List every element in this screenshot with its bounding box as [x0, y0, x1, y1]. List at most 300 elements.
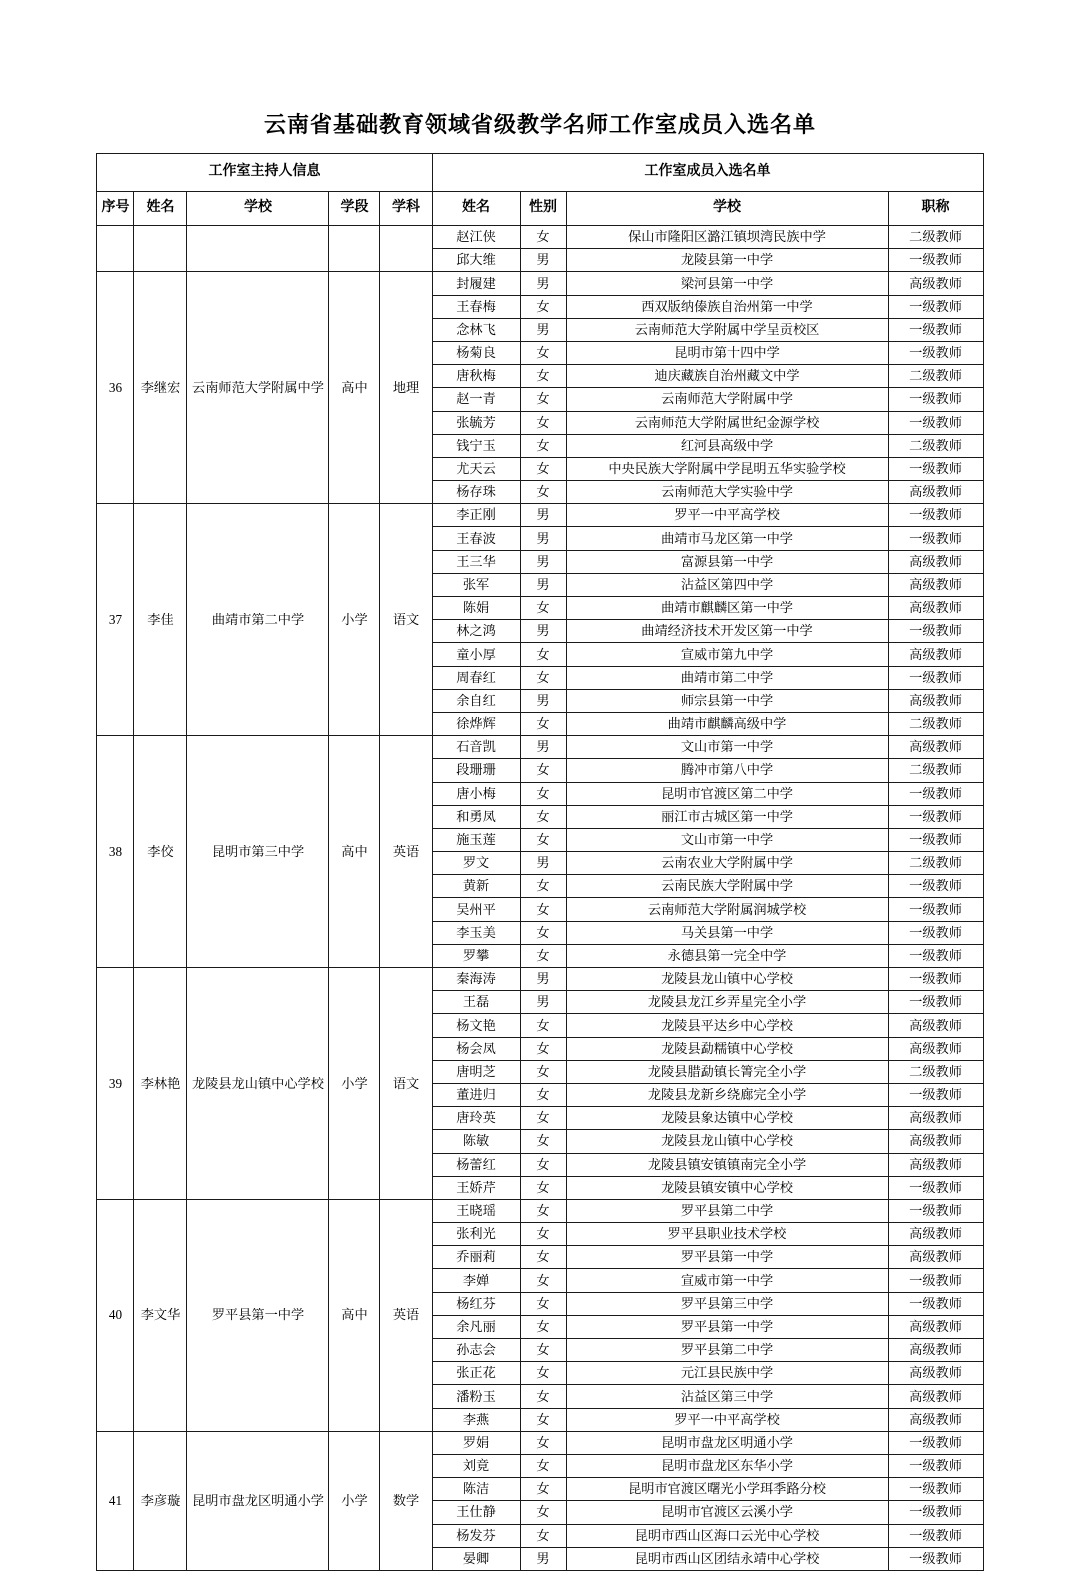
- cell-gender: 女: [520, 1014, 566, 1037]
- roster-table: [96, 153, 983, 1571]
- host-school-text: 昆明市盘龙区明通小学: [192, 1493, 324, 1508]
- cell-gender: 女: [520, 1501, 566, 1524]
- cell-member-name: 钱宁玉: [432, 434, 520, 457]
- cell-member-school: 罗平一中平高学校: [566, 1408, 888, 1431]
- cell-member-name: 杨文艳: [432, 1014, 520, 1037]
- cell-gender: 男: [520, 550, 566, 573]
- cell-member-school: 云南师范大学附属中学呈贡校区: [566, 318, 888, 341]
- cell-member-name: 王春梅: [432, 295, 520, 318]
- cell-title: 一级教师: [888, 782, 983, 805]
- cell-member-school: 文山市第一中学: [566, 828, 888, 851]
- cell-seq: [97, 226, 134, 272]
- cell-gender: 女: [520, 481, 566, 504]
- cell-gender: 女: [520, 1292, 566, 1315]
- cell-host-name: [134, 226, 187, 272]
- cell-host-school: [187, 272, 329, 504]
- cell-gender: 女: [520, 712, 566, 735]
- cell-member-school: 龙陵县腊勐镇长箐完全小学: [566, 1060, 888, 1083]
- cell-member-school: 沾益区第三中学: [566, 1385, 888, 1408]
- cell-member-name: 李正刚: [432, 504, 520, 527]
- cell-member-name: 周春红: [432, 666, 520, 689]
- cell-member-name: 杨菊良: [432, 341, 520, 364]
- cell-member-school: 罗平一中平高学校: [566, 504, 888, 527]
- cell-member-school: 曲靖市麒麟区第一中学: [566, 597, 888, 620]
- host-school-text: 昆明市第三中学: [211, 844, 305, 859]
- cell-member-name: 李玉美: [432, 921, 520, 944]
- cell-gender: 女: [520, 295, 566, 318]
- cell-member-name: 余凡丽: [432, 1315, 520, 1338]
- column-header-row: [97, 192, 983, 226]
- cell-seq: 41: [97, 1431, 134, 1570]
- cell-gender: 女: [520, 782, 566, 805]
- cell-member-name: 刘竟: [432, 1454, 520, 1477]
- cell-member-name: 李燕: [432, 1408, 520, 1431]
- column-header-member-school: 学校: [566, 192, 888, 226]
- cell-title: 高级教师: [888, 1014, 983, 1037]
- cell-title: 一级教师: [888, 1083, 983, 1106]
- cell-title: 一级教师: [888, 411, 983, 434]
- cell-member-name: 孙志会: [432, 1339, 520, 1362]
- cell-subject: 英语: [380, 736, 432, 968]
- cell-title: 一级教师: [888, 1269, 983, 1292]
- cell-title: 二级教师: [888, 852, 983, 875]
- cell-gender: 男: [520, 272, 566, 295]
- cell-gender: 男: [520, 620, 566, 643]
- cell-member-name: 杨蕾红: [432, 1153, 520, 1176]
- cell-title: 一级教师: [888, 875, 983, 898]
- cell-member-school: 保山市隆阳区潞江镇坝湾民族中学: [566, 226, 888, 249]
- cell-member-name: 陈洁: [432, 1478, 520, 1501]
- cell-member-name: 徐烨辉: [432, 712, 520, 735]
- cell-title: 一级教师: [888, 991, 983, 1014]
- cell-member-name: 封履建: [432, 272, 520, 295]
- cell-member-name: 童小厚: [432, 643, 520, 666]
- cell-gender: 女: [520, 388, 566, 411]
- cell-gender: 女: [520, 1524, 566, 1547]
- cell-title: 高级教师: [888, 1130, 983, 1153]
- cell-member-name: 吴州平: [432, 898, 520, 921]
- cell-member-school: 梁河县第一中学: [566, 272, 888, 295]
- cell-title: 一级教师: [888, 620, 983, 643]
- cell-member-name: 和勇凤: [432, 805, 520, 828]
- cell-seq: 40: [97, 1199, 134, 1431]
- cell-member-school: 云南师范大学附属润城学校: [566, 898, 888, 921]
- cell-gender: 女: [520, 597, 566, 620]
- cell-member-school: 龙陵县平达乡中心学校: [566, 1014, 888, 1037]
- cell-gender: 女: [520, 1315, 566, 1338]
- cell-member-school: 龙陵县镇安镇镇南完全小学: [566, 1153, 888, 1176]
- table-row: [97, 736, 983, 759]
- cell-member-name: 黄新: [432, 875, 520, 898]
- host-name-text: 李彦璇: [140, 1492, 181, 1508]
- cell-gender: 女: [520, 1454, 566, 1477]
- cell-title: 高级教师: [888, 1246, 983, 1269]
- table-row: [97, 968, 983, 991]
- host-school-text: 龙陵县龙山镇中心学校: [192, 1076, 324, 1091]
- cell-member-school: 昆明市官渡区云溪小学: [566, 1501, 888, 1524]
- column-header-host-school: 学校: [187, 192, 329, 226]
- cell-host-school: [187, 504, 329, 736]
- cell-member-school: 龙陵县龙江乡弄星完全小学: [566, 991, 888, 1014]
- cell-title: 二级教师: [888, 712, 983, 735]
- cell-member-name: 罗娟: [432, 1431, 520, 1454]
- cell-title: 二级教师: [888, 1060, 983, 1083]
- cell-member-name: 唐明芝: [432, 1060, 520, 1083]
- cell-gender: 女: [520, 875, 566, 898]
- cell-title: 二级教师: [888, 365, 983, 388]
- cell-gender: 女: [520, 365, 566, 388]
- cell-member-name: 尤天云: [432, 457, 520, 480]
- cell-stage: 高中: [329, 1199, 380, 1431]
- cell-title: 一级教师: [888, 341, 983, 364]
- cell-title: 一级教师: [888, 1478, 983, 1501]
- cell-host-school: [187, 1199, 329, 1431]
- cell-seq: 39: [97, 968, 134, 1200]
- cell-title: 高级教师: [888, 597, 983, 620]
- cell-member-name: 王春波: [432, 527, 520, 550]
- cell-member-school: 宣威市第一中学: [566, 1269, 888, 1292]
- host-name-text: 李继宏: [140, 379, 181, 395]
- group-header-row: [97, 154, 983, 192]
- cell-member-name: 唐玲英: [432, 1107, 520, 1130]
- cell-title: 一级教师: [888, 1199, 983, 1222]
- cell-member-name: 杨红芬: [432, 1292, 520, 1315]
- cell-member-school: 云南师范大学实验中学: [566, 481, 888, 504]
- cell-subject: 语文: [380, 504, 432, 736]
- cell-subject: [380, 226, 432, 272]
- cell-stage: 高中: [329, 736, 380, 968]
- cell-title: 一级教师: [888, 318, 983, 341]
- cell-member-name: 张正花: [432, 1362, 520, 1385]
- cell-member-school: 腾冲市第八中学: [566, 759, 888, 782]
- cell-host-school: [187, 226, 329, 272]
- cell-host-school: [187, 736, 329, 968]
- cell-member-name: 杨会凤: [432, 1037, 520, 1060]
- cell-member-name: 林之鸿: [432, 620, 520, 643]
- cell-member-name: 段珊珊: [432, 759, 520, 782]
- cell-gender: 女: [520, 1362, 566, 1385]
- cell-gender: 女: [520, 1408, 566, 1431]
- cell-member-name: 罗攀: [432, 944, 520, 967]
- cell-member-school: 沾益区第四中学: [566, 573, 888, 596]
- cell-member-school: 西双版纳傣族自治州第一中学: [566, 295, 888, 318]
- cell-member-school: 曲靖市麒麟高级中学: [566, 712, 888, 735]
- cell-title: 一级教师: [888, 295, 983, 318]
- cell-title: 一级教师: [888, 1501, 983, 1524]
- cell-gender: 女: [520, 1223, 566, 1246]
- host-name-text: 李林艳: [140, 1075, 181, 1091]
- cell-member-school: 龙陵县龙山镇中心学校: [566, 968, 888, 991]
- cell-title: 高级教师: [888, 481, 983, 504]
- cell-member-name: 王磊: [432, 991, 520, 1014]
- table-row: [97, 226, 983, 249]
- cell-member-school: 云南民族大学附属中学: [566, 875, 888, 898]
- cell-title: 高级教师: [888, 1362, 983, 1385]
- cell-gender: 男: [520, 1547, 566, 1570]
- cell-title: 二级教师: [888, 434, 983, 457]
- cell-title: 高级教师: [888, 736, 983, 759]
- cell-title: 一级教师: [888, 1292, 983, 1315]
- cell-title: 一级教师: [888, 1524, 983, 1547]
- cell-title: 一级教师: [888, 1547, 983, 1570]
- cell-member-school: 富源县第一中学: [566, 550, 888, 573]
- cell-host-name: [134, 504, 187, 736]
- table-row: [97, 272, 983, 295]
- cell-title: 高级教师: [888, 1408, 983, 1431]
- cell-seq: 37: [97, 504, 134, 736]
- cell-gender: 女: [520, 226, 566, 249]
- cell-subject: 地理: [380, 272, 432, 504]
- cell-gender: 女: [520, 341, 566, 364]
- header-members-section: 工作室成员入选名单: [432, 154, 983, 192]
- cell-title: 一级教师: [888, 968, 983, 991]
- cell-title: 一级教师: [888, 828, 983, 851]
- column-header-stage: 学段: [329, 192, 380, 226]
- cell-member-school: 罗平县第一中学: [566, 1246, 888, 1269]
- cell-gender: 女: [520, 643, 566, 666]
- cell-member-school: 罗平县第一中学: [566, 1315, 888, 1338]
- cell-title: 一级教师: [888, 388, 983, 411]
- cell-title: 二级教师: [888, 226, 983, 249]
- host-name-text: 李佼: [147, 843, 174, 859]
- cell-member-school: 元江县民族中学: [566, 1362, 888, 1385]
- cell-member-school: 云南农业大学附属中学: [566, 852, 888, 875]
- cell-gender: 女: [520, 759, 566, 782]
- cell-member-school: 永德县第一完全中学: [566, 944, 888, 967]
- cell-title: 一级教师: [888, 921, 983, 944]
- cell-host-name: [134, 968, 187, 1200]
- cell-gender: 女: [520, 666, 566, 689]
- header-host-section: 工作室主持人信息: [97, 154, 432, 192]
- cell-subject: 英语: [380, 1199, 432, 1431]
- cell-member-school: 昆明市官渡区第二中学: [566, 782, 888, 805]
- cell-member-school: 马关县第一中学: [566, 921, 888, 944]
- cell-member-name: 念林飞: [432, 318, 520, 341]
- cell-member-name: 王晓瑶: [432, 1199, 520, 1222]
- cell-subject: 语文: [380, 968, 432, 1200]
- cell-gender: 女: [520, 898, 566, 921]
- host-school-text: 云南师范大学附属中学: [192, 380, 324, 395]
- cell-seq: 36: [97, 272, 134, 504]
- cell-title: 一级教师: [888, 944, 983, 967]
- cell-gender: 女: [520, 434, 566, 457]
- cell-member-school: 龙陵县龙山镇中心学校: [566, 1130, 888, 1153]
- cell-member-name: 石音凯: [432, 736, 520, 759]
- cell-gender: 男: [520, 852, 566, 875]
- cell-member-school: 云南师范大学附属中学: [566, 388, 888, 411]
- column-header-host-name: 姓名: [134, 192, 187, 226]
- cell-host-name: [134, 1199, 187, 1431]
- cell-member-school: 昆明市西山区海口云光中心学校: [566, 1524, 888, 1547]
- host-name-text: 李佳: [147, 611, 174, 627]
- cell-title: 二级教师: [888, 759, 983, 782]
- cell-gender: 女: [520, 1339, 566, 1362]
- cell-member-school: 宣威市第九中学: [566, 643, 888, 666]
- cell-stage: 小学: [329, 968, 380, 1200]
- cell-title: 高级教师: [888, 550, 983, 573]
- cell-gender: 女: [520, 1037, 566, 1060]
- cell-member-school: 昆明市盘龙区明通小学: [566, 1431, 888, 1454]
- cell-gender: 男: [520, 318, 566, 341]
- cell-member-name: 董进归: [432, 1083, 520, 1106]
- cell-member-school: 龙陵县象达镇中心学校: [566, 1107, 888, 1130]
- cell-member-school: 中央民族大学附属中学昆明五华实验学校: [566, 457, 888, 480]
- cell-member-name: 陈敏: [432, 1130, 520, 1153]
- cell-gender: 女: [520, 1269, 566, 1292]
- cell-host-name: [134, 736, 187, 968]
- column-header-subject: 学科: [380, 192, 432, 226]
- cell-member-school: 师宗县第一中学: [566, 689, 888, 712]
- cell-title: 一级教师: [888, 249, 983, 272]
- cell-title: 一级教师: [888, 527, 983, 550]
- cell-member-name: 唐小梅: [432, 782, 520, 805]
- cell-gender: 男: [520, 504, 566, 527]
- cell-title: 高级教师: [888, 1107, 983, 1130]
- cell-title: 高级教师: [888, 1037, 983, 1060]
- cell-member-name: 潘粉玉: [432, 1385, 520, 1408]
- cell-gender: 女: [520, 1385, 566, 1408]
- cell-title: 高级教师: [888, 643, 983, 666]
- cell-gender: 女: [520, 944, 566, 967]
- cell-member-school: 罗平县第二中学: [566, 1199, 888, 1222]
- cell-gender: 男: [520, 527, 566, 550]
- cell-title: 高级教师: [888, 272, 983, 295]
- cell-title: 高级教师: [888, 573, 983, 596]
- cell-stage: 小学: [329, 504, 380, 736]
- cell-title: 高级教师: [888, 1385, 983, 1408]
- table-row: [97, 504, 983, 527]
- cell-member-name: 赵一青: [432, 388, 520, 411]
- cell-seq: 38: [97, 736, 134, 968]
- cell-host-school: [187, 1431, 329, 1570]
- cell-member-name: 陈娟: [432, 597, 520, 620]
- cell-member-school: 曲靖市马龙区第一中学: [566, 527, 888, 550]
- cell-title: 高级教师: [888, 689, 983, 712]
- cell-title: 一级教师: [888, 504, 983, 527]
- cell-stage: 小学: [329, 1431, 380, 1570]
- cell-host-name: [134, 1431, 187, 1570]
- cell-member-name: 施玉莲: [432, 828, 520, 851]
- table-row: [97, 1199, 983, 1222]
- cell-member-school: 罗平县第二中学: [566, 1339, 888, 1362]
- page-title: 云南省基础教育领域省级教学名师工作室成员入选名单: [263, 112, 816, 137]
- cell-title: 高级教师: [888, 1339, 983, 1362]
- cell-member-school: 丽江市古城区第一中学: [566, 805, 888, 828]
- cell-member-name: 晏卿: [432, 1547, 520, 1570]
- cell-gender: 男: [520, 736, 566, 759]
- cell-gender: 女: [520, 1130, 566, 1153]
- cell-gender: 女: [520, 1153, 566, 1176]
- cell-title: 一级教师: [888, 1431, 983, 1454]
- cell-member-name: 杨存珠: [432, 481, 520, 504]
- cell-member-school: 昆明市盘龙区东华小学: [566, 1454, 888, 1477]
- cell-member-name: 张军: [432, 573, 520, 596]
- cell-member-school: 云南师范大学附属世纪金源学校: [566, 411, 888, 434]
- cell-member-name: 张利光: [432, 1223, 520, 1246]
- cell-title: 高级教师: [888, 1153, 983, 1176]
- cell-member-name: 罗文: [432, 852, 520, 875]
- cell-member-name: 邱大维: [432, 249, 520, 272]
- column-header-title: 职称: [888, 192, 983, 226]
- cell-member-school: 曲靖经济技术开发区第一中学: [566, 620, 888, 643]
- cell-member-school: 昆明市第十四中学: [566, 341, 888, 364]
- cell-member-school: 龙陵县勐糯镇中心学校: [566, 1037, 888, 1060]
- cell-gender: 女: [520, 1431, 566, 1454]
- cell-member-school: 龙陵县第一中学: [566, 249, 888, 272]
- table-header: [97, 154, 983, 226]
- cell-member-school: 红河县高级中学: [566, 434, 888, 457]
- cell-title: 高级教师: [888, 1315, 983, 1338]
- cell-member-school: 昆明市西山区团结永靖中心学校: [566, 1547, 888, 1570]
- cell-gender: 女: [520, 1199, 566, 1222]
- cell-gender: 女: [520, 1478, 566, 1501]
- cell-gender: 男: [520, 573, 566, 596]
- cell-member-school: 曲靖市第二中学: [566, 666, 888, 689]
- cell-stage: [329, 226, 380, 272]
- cell-member-name: 杨发芬: [432, 1524, 520, 1547]
- cell-member-name: 余自红: [432, 689, 520, 712]
- cell-gender: 女: [520, 805, 566, 828]
- cell-gender: 女: [520, 411, 566, 434]
- cell-member-school: 罗平县职业技术学校: [566, 1223, 888, 1246]
- cell-gender: 女: [520, 828, 566, 851]
- cell-member-school: 迪庆藏族自治州藏文中学: [566, 365, 888, 388]
- cell-subject: 数学: [380, 1431, 432, 1570]
- cell-gender: 女: [520, 1107, 566, 1130]
- cell-host-name: [134, 272, 187, 504]
- cell-gender: 女: [520, 1060, 566, 1083]
- cell-title: 一级教师: [888, 1176, 983, 1199]
- cell-member-name: 唐秋梅: [432, 365, 520, 388]
- cell-title: 高级教师: [888, 1223, 983, 1246]
- cell-gender: 男: [520, 991, 566, 1014]
- host-school-text: 罗平县第一中学: [211, 1308, 305, 1323]
- cell-member-name: 王三华: [432, 550, 520, 573]
- cell-member-name: 赵江侠: [432, 226, 520, 249]
- cell-member-school: 文山市第一中学: [566, 736, 888, 759]
- column-header-gender: 性别: [520, 192, 566, 226]
- host-name-text: 李文华: [140, 1307, 181, 1323]
- table-body: [97, 226, 983, 1571]
- cell-member-name: 秦海涛: [432, 968, 520, 991]
- cell-member-school: 罗平县第三中学: [566, 1292, 888, 1315]
- column-header-seq: 序号: [97, 192, 134, 226]
- column-header-member-name: 姓名: [432, 192, 520, 226]
- cell-member-school: 昆明市官渡区曙光小学珥季路分校: [566, 1478, 888, 1501]
- cell-member-name: 李婵: [432, 1269, 520, 1292]
- cell-gender: 男: [520, 968, 566, 991]
- table-row: [97, 1431, 983, 1454]
- host-school-text: 曲靖市第二中学: [211, 612, 305, 627]
- cell-title: 一级教师: [888, 805, 983, 828]
- cell-host-school: [187, 968, 329, 1200]
- cell-gender: 男: [520, 689, 566, 712]
- cell-member-name: 王娇芹: [432, 1176, 520, 1199]
- cell-gender: 女: [520, 1176, 566, 1199]
- cell-title: 一级教师: [888, 898, 983, 921]
- cell-title: 一级教师: [888, 457, 983, 480]
- cell-gender: 女: [520, 921, 566, 944]
- cell-gender: 女: [520, 1083, 566, 1106]
- cell-stage: 高中: [329, 272, 380, 504]
- cell-member-name: 张毓芳: [432, 411, 520, 434]
- cell-gender: 男: [520, 249, 566, 272]
- cell-member-name: 王仕静: [432, 1501, 520, 1524]
- cell-title: 一级教师: [888, 666, 983, 689]
- cell-title: 一级教师: [888, 1454, 983, 1477]
- cell-member-name: 乔丽莉: [432, 1246, 520, 1269]
- cell-gender: 女: [520, 457, 566, 480]
